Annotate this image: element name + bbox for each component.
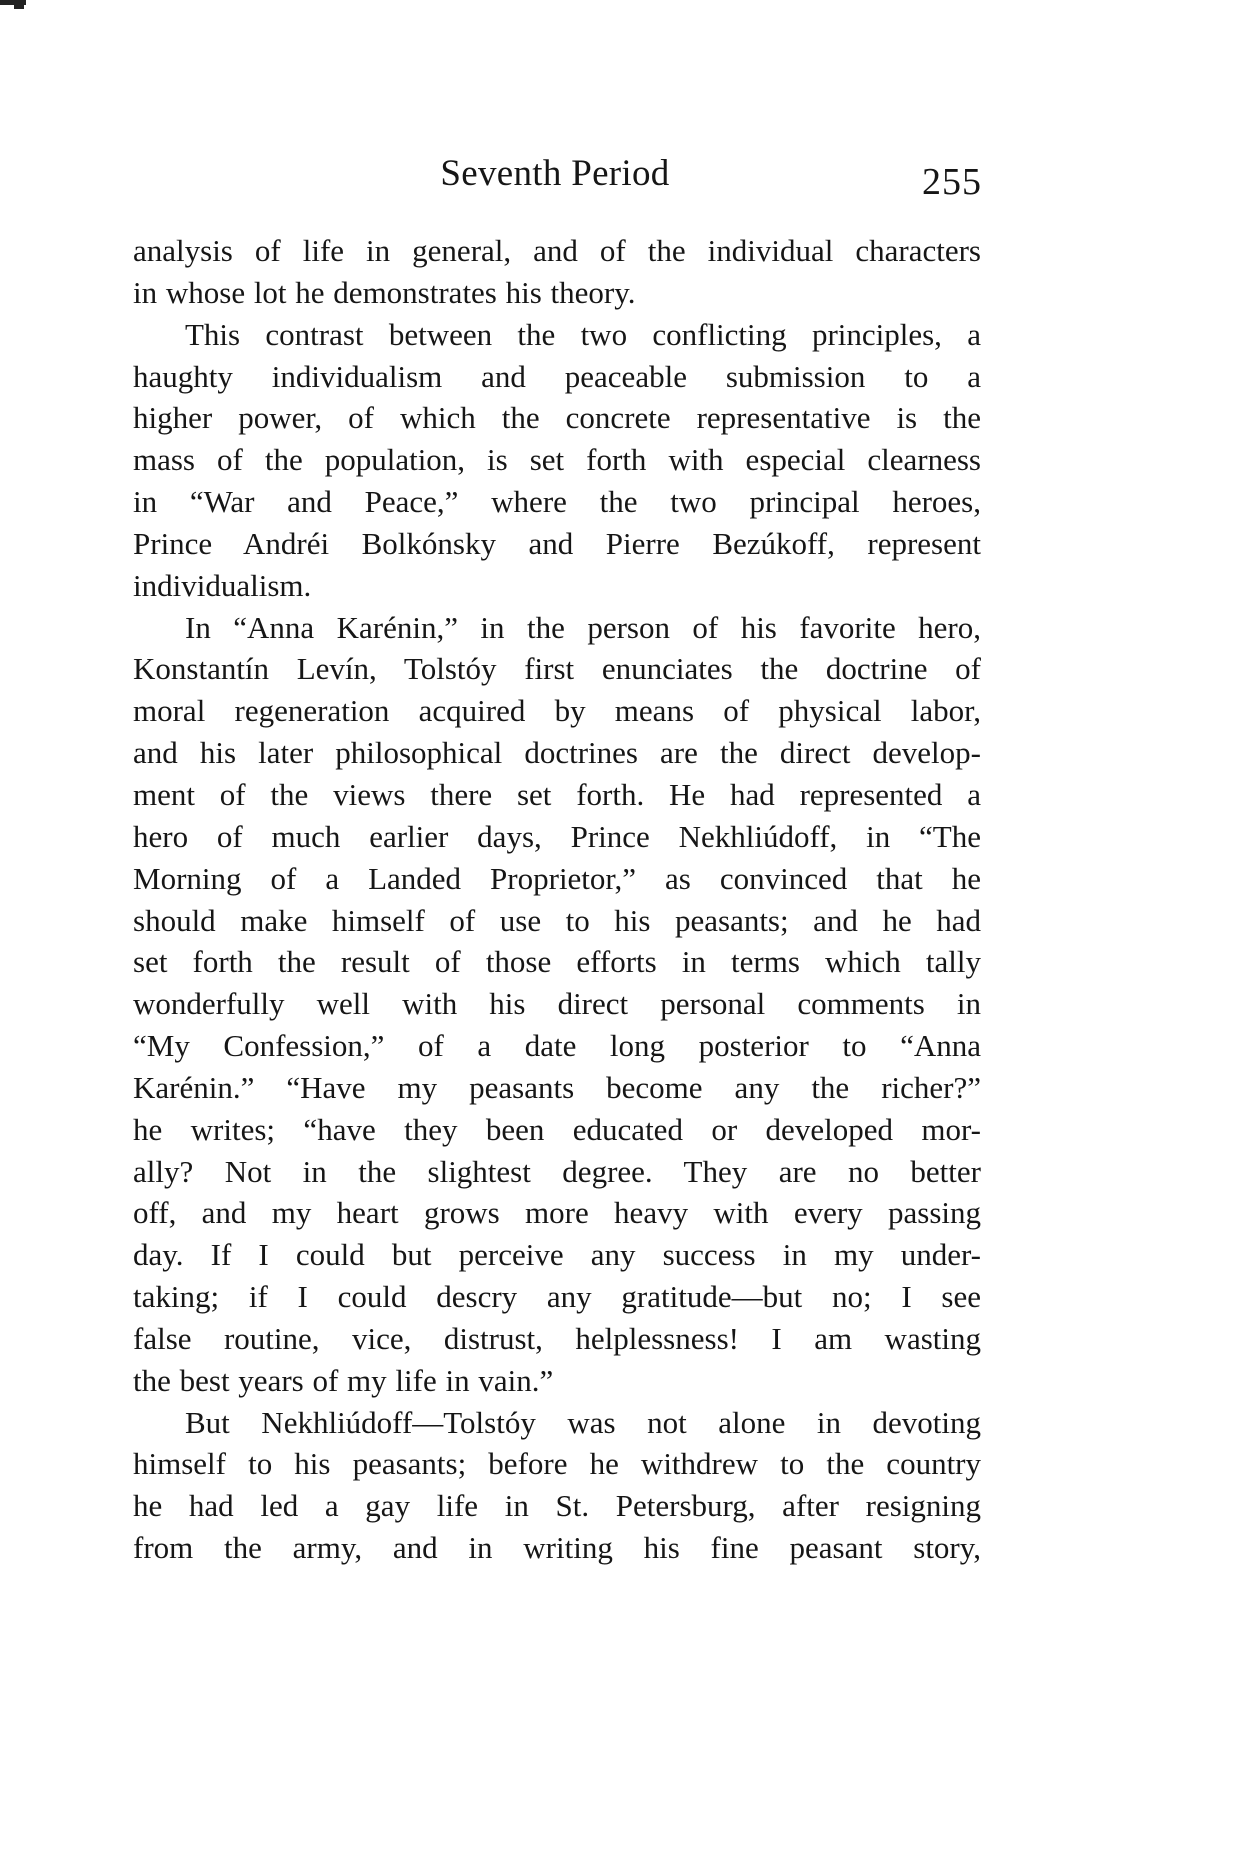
paragraph (133, 1402, 981, 1569)
paragraph (133, 607, 981, 1402)
text-line: Prince Andréi Bolkónsky and Pierre Bezúkoff, represent (133, 525, 981, 561)
text-line: Morning of a Landed Proprietor,” as convinced that he (133, 860, 981, 896)
text-line: and his later philosophical doctrines are the direct develop- (133, 735, 981, 771)
text-line: mass of the population, is set forth with especial clearness (133, 442, 981, 478)
text-line: Karénin.” “Have my peasants become any the richer?” (133, 1069, 981, 1105)
text-line: taking; if I could descry any gratitude—but no; I see (133, 1279, 981, 1315)
page-number: 255 (922, 161, 982, 203)
text-line: individualism. (133, 567, 312, 603)
text-line: haughty individualism and peaceable submission to a (133, 358, 981, 394)
text-line: false routine, vice, distrust, helplessness! I am wasting (133, 1320, 981, 1356)
text-line: analysis of life in general, and of the individual characters (133, 233, 981, 268)
text-line: in “War and Peace,” where the two principal heroes, (133, 484, 981, 520)
text-line: should make himself of use to his peasants; and he had (133, 902, 981, 938)
text-line: the best years of my life in vain.” (133, 1362, 554, 1398)
text-line: Konstantín Levín, Tolstóy first enunciates the doctrine of (133, 651, 981, 687)
text-line: hero of much earlier days, Prince Nekhliúdoff, in “The (133, 818, 981, 854)
text-line: moral regeneration acquired by means of physical labor, (133, 693, 981, 729)
text-line: higher power, of which the concrete representative is the (133, 400, 981, 436)
text-line: from the army, and in writing his fine peasant story, (133, 1530, 981, 1566)
text-line: off, and my heart grows more heavy with every passing (133, 1195, 981, 1231)
paragraph (133, 230, 981, 314)
text-line: ment of the views there set forth. He had represented a (133, 776, 981, 812)
text-line: “My Confession,” of a date long posterior to “Anna (133, 1028, 981, 1064)
text-line: day. If I could but perceive any success in my under- (133, 1237, 981, 1273)
text-line: himself to his peasants; before he withdrew to the country (133, 1446, 981, 1482)
page-body (133, 230, 981, 1569)
text-line: ally? Not in the slightest degree. They are no better (133, 1153, 981, 1189)
text-line: set forth the result of those efforts in terms which tally (133, 944, 981, 980)
text-line: in whose lot he demonstrates his theory. (133, 274, 636, 310)
running-title: Seventh Period (440, 153, 670, 194)
text-line: But Nekhliúdoff—Tolstóy was not alone in devoting (185, 1404, 981, 1440)
text-line: This contrast between the two conflicting principles, a (185, 316, 981, 352)
text-line: In “Anna Karénin,” in the person of his favorite hero, (185, 609, 981, 645)
paragraph (133, 314, 981, 607)
scan-artifact (14, 5, 24, 9)
text-line: he writes; “have they been educated or developed mor- (133, 1111, 981, 1147)
text-line: he had led a gay life in St. Petersburg, after resigning (133, 1488, 981, 1524)
text-line: wonderfully well with his direct personal comments in (133, 986, 981, 1022)
